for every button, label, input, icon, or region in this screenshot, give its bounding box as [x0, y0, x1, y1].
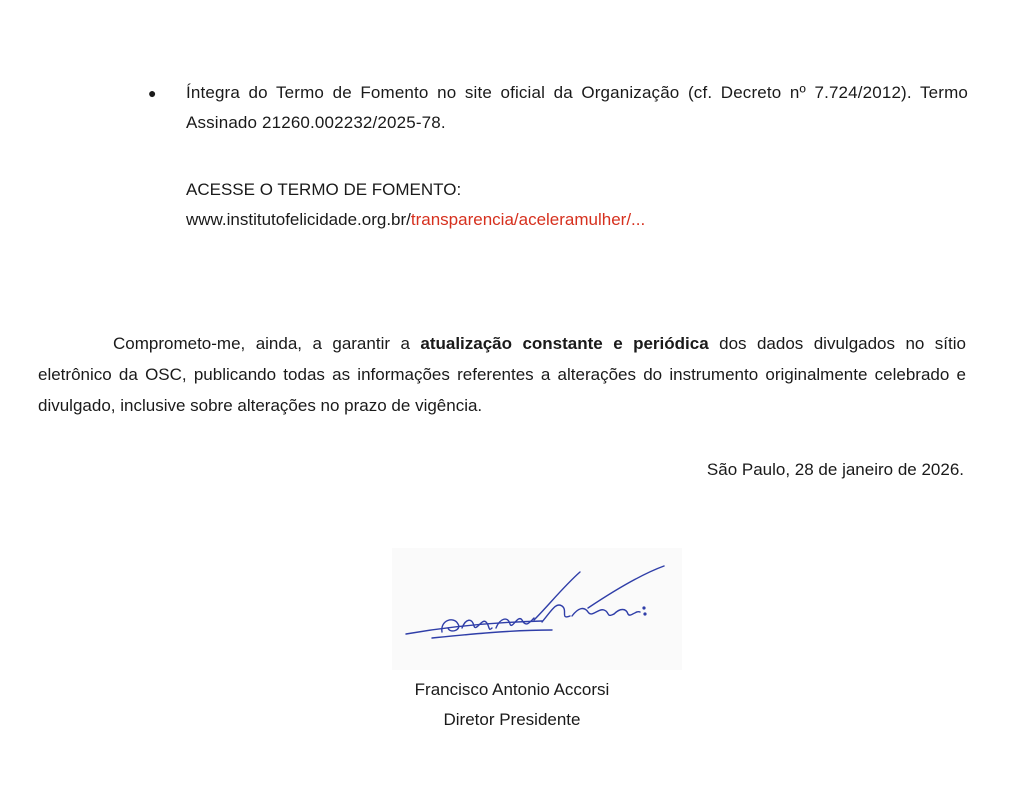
url-base: www.institutofelicidade.org.br/ — [186, 210, 411, 229]
signer-name: Francisco Antonio Accorsi — [414, 680, 610, 699]
signature-icon — [392, 548, 682, 670]
commitment-emphasis: atualização constante e periódica — [420, 334, 709, 353]
signature-image — [392, 548, 682, 670]
bullet-marker: ● — [148, 85, 157, 101]
commitment-text-end: dos dados divulgados no sítio eletrônico da OSC, publicando todas as informações referentes a alterações do instrumento originalmente celebrado e divulgado, inclusive sobre alterações no prazo de vigência. — [38, 334, 966, 415]
access-url — [186, 205, 966, 235]
signer-title: Diretor Presidente — [443, 710, 581, 729]
bullet-list — [148, 78, 968, 138]
bullet-text: Íntegra do Termo de Fomento no site oficial da Organização (cf. Decreto nº 7.724/2012). Termo Assinado 21260.002232/2025-78. — [186, 83, 968, 132]
list-item — [148, 78, 968, 138]
commitment-paragraph — [38, 328, 966, 421]
access-heading: ACESSE O TERMO DE FOMENTO: — [186, 180, 462, 199]
commitment-text-start: Comprometo-me, ainda, a garantir a — [113, 334, 421, 353]
signer-block — [0, 675, 1024, 735]
url-path: transparencia/aceleramulher/... — [410, 210, 646, 229]
place-date: São Paulo, 28 de janeiro de 2026. — [706, 460, 964, 479]
access-section — [186, 175, 966, 235]
